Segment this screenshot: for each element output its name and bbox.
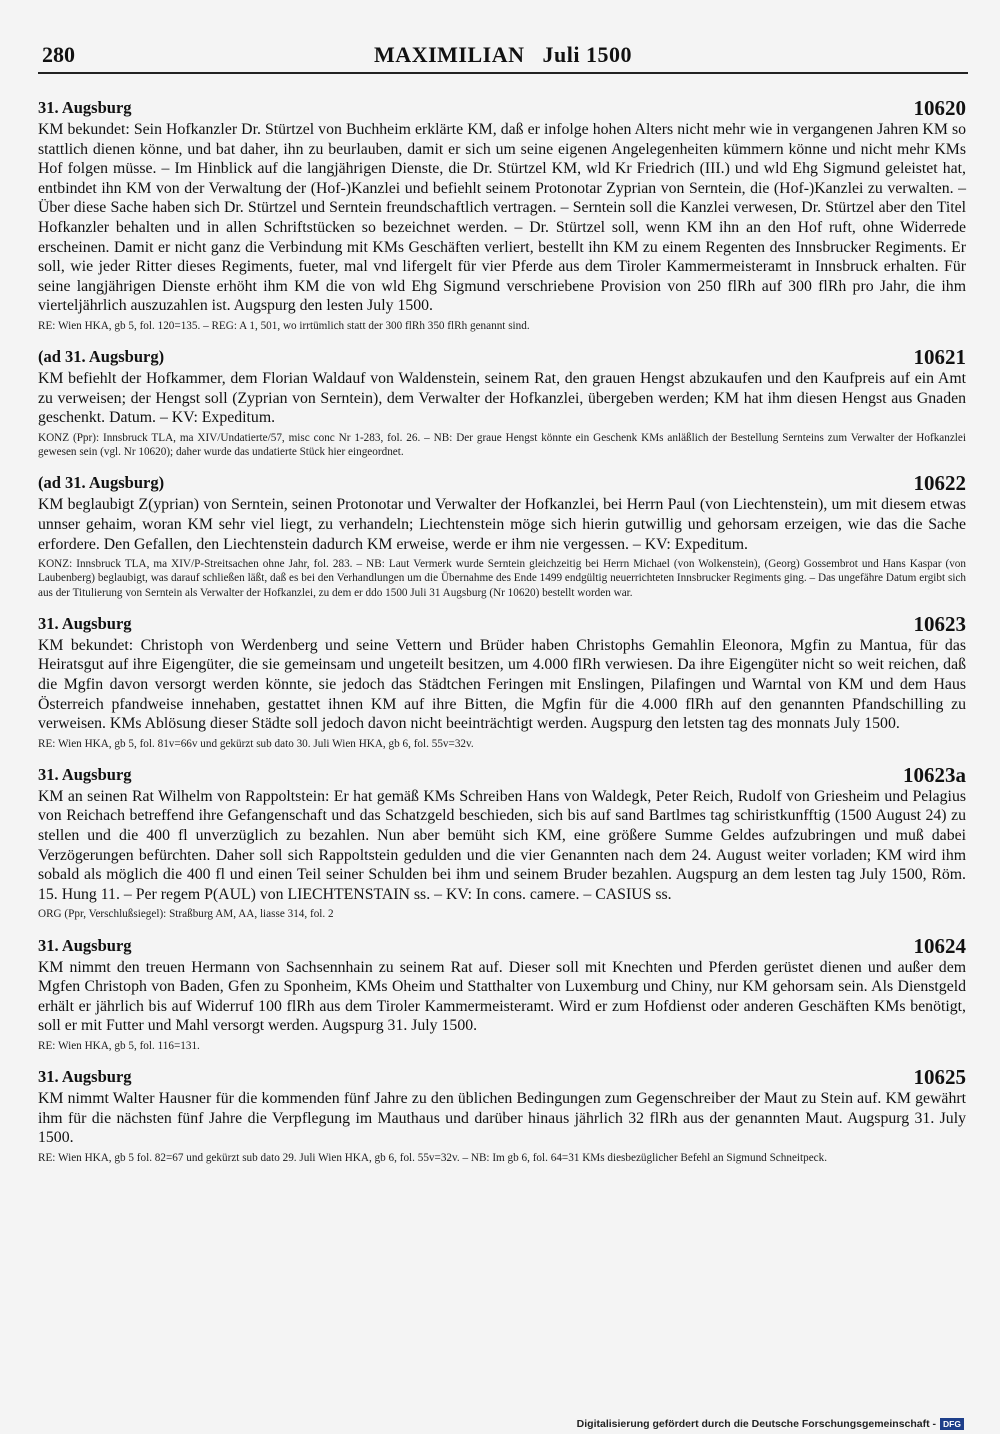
entry-body: KM nimmt Walter Hausner für die kommenden fünf Jahre zu den üblichen Bedingungen zum Gegenschreiber der Maut zu Stein auf. KM gewährt ihm für die nächsten fünf Jahre die Verpflegung im Mauthaus und darüber hinaus jährlich 32 flRh aus der genannten Maut. Augspurg 31. July 1500. xyxy=(38,1090,966,1147)
entry-body: KM beglaubigt Z(yprian) von Serntein, seinen Protonotar und Verwalter der Hofkanzlei, bei Herrn Paul (von Liechtenstein), um mit diesem etwas unnser gehaim, woran KM sehr viel liegt, zu verhandeln; Liechtenstein möge sich hierin gutwillig und gehorsam erzeigen, wie das die Sache erfordere. Den Gefallen, den Liechtenstein dadurch KM erweise, werde er ihm nie vergessen. – KV: Expeditum. xyxy=(38,496,966,553)
funding-footer xyxy=(577,1416,964,1432)
entry-body: KM bekundet: Sein Hofkanzler Dr. Stürtzel von Buchheim erklärte KM, daß er infolge hohen Alters nicht mehr wie in vergangenen Jahren KM so stattlich dienen könne, und bat daher, ihn zu beurlauben, damit er sich um seine eigenen Angelegenheiten kümmern könne und nicht mehr KMs Hof folgen müsse. – Im Hinblick auf die langjährigen Dienste, die Dr. Stürtzel KM, wld Kr Friedrich (III.) und wld Ehg Sigmund geleistet hat, entbindet ihn KM von der Verwaltung der (Hof-)Kanzlei und befiehlt seinem Protonotar Zyprian von Serntein, die (Hof-)Kanzlei zu verwalten. – Über diese Sache haben sich Dr. Stürtzel und Serntein freundschaftlich vertragen. – Serntein soll die Kanzlei verwesen, Dr. Stürtzel aber den Titel Hofkanzler behalten und in allen Schriftstücken so bezeichnet werden. – Dr. Stürtzel soll, wenn KM ihn an den Hof ruft, ohne Widerrede erscheinen. Damit er nicht ganz die Verbindung mit KMs Geschäften verliert, bestellt ihn KM zu einem Regenten des Innsbrucker Regiments. Er soll, wie jeder Ritter dieses Regiments, fueter, mal vnd lifergelt für vier Pferde aus dem Tiroler Kammermeisteramt in Innsbruck erhalten. Für seine langjährigen Dienste erhöht ihm KM die von wld Ehg Sigmund verschriebene Provision von 250 flRh auf 300 flRh pro Jahr, die ihm vierteljährlich auszuzahlen ist. Augspurg den lesten July 1500. xyxy=(38,121,966,315)
entry-heading xyxy=(38,612,966,636)
entry-number: 10621 xyxy=(913,345,966,370)
entry-number: 10620 xyxy=(913,96,966,120)
entry-body: KM bekundet: Christoph von Werdenberg und seine Vettern und Brüder haben Christophs Gemahlin Eleonora, Mgfin zu Mantua, für das Heiratsgut auf ihre Eigengüter, die sie gemeinsam und ungeteilt besitzen, um 4.000 flRh verwiesen. Da ihre Eigengüter nicht so weit reichen, daß die Mgfin davon versorgt werden könnte, sie jedoch das Städtchen Feringen mit Enslingen, Pilafingen und Warntal von KM und dem Haus Österreich pfandweise innehaben, gestattet ihnen KM auf ihre Bitten, die Mgfin für die 4.000 flRh auf den genannten Pfandschilling zu verweisen. KMs Ablösung dieser Städte soll jedoch davon nicht beeinträchtigt werden. Augspurg den letsten tag des monnats July 1500. xyxy=(38,636,966,733)
entry-place: 31. Augsburg xyxy=(38,1067,132,1087)
entry-number: 10623a xyxy=(903,762,966,787)
entry-10624 xyxy=(38,934,966,1054)
entry-heading xyxy=(38,1065,966,1089)
running-title: MAXIMILIAN Juli 1500 xyxy=(374,42,632,67)
entry-body: KM befiehlt der Hofkammer, dem Florian Waldauf von Waldenstein, seinem Rat, den grauen Hengst abzukaufen und den Kaufpreis auf ein Amt zu verweisen; der Hengst soll (Zyprian von Serntein), dem Verwalter der Hofkanzlei, übergeben werden; KM hat ihm diesen Hengst aus Gnaden geschenkt. Datum. – KV: Expeditum. xyxy=(38,370,966,427)
entry-place: (ad 31. Augsburg) xyxy=(38,347,165,367)
entry-number: 10623 xyxy=(913,611,966,636)
entry-10623a xyxy=(38,763,966,922)
entry-10621 xyxy=(38,345,966,459)
entry-10620 xyxy=(38,96,966,333)
entry-number: 10624 xyxy=(913,933,966,958)
entry-note: RE: Wien HKA, gb 5, fol. 116=131. xyxy=(38,1040,200,1053)
footer-text: Digitalisierung gefördert durch die Deutsche Forschungsgemeinschaft - xyxy=(576,1418,937,1430)
dfg-logo: DFG xyxy=(940,1418,964,1430)
entry-place: 31. Augsburg xyxy=(38,935,132,955)
header-rule xyxy=(38,72,968,74)
entry-body: KM an seinen Rat Wilhelm von Rappoltstein: Er hat gemäß KMs Schreiben Hans von Waldegk, Peter Reich, Rudolf von Griesheim und Pelagius von Reichach betreffend ihre Gefangenschaft und das Schatzgeld beschieden, sich bis auf sand Bartlmes tag schiristkunfftig (1500 August 24) zu stellen und die 400 fl unverzüglich zu bezahlen. Nun aber bemüht sich KM, eine größere Summe Geldes aufzubringen und muß dabei Verzögerungen befürchten. Daher soll sich Rappoltstein gedulden und die vier Genannten nach dem 24. August weiter vorladen; KM wird ihm sobald als möglich die 400 fl und einen Teil seiner Schulden bei ihm und seinem Bruder bezahlen. Augspurg an dem lesten tag July 1500, Röm. 15. Hung 11. – Per regem P(AUL) von LIECHTENSTAIN ss. – KV: In cons. camere. – CASIUS ss. xyxy=(38,787,966,903)
entry-10625 xyxy=(38,1065,966,1165)
entry-heading xyxy=(38,471,966,495)
entry-heading xyxy=(38,763,966,787)
entry-note: KONZ: Innsbruck TLA, ma XIV/P-Streitsachen ohne Jahr, fol. 283. – NB: Laut Vermerk wurde Serntein gleichzeitig bei Herrn Michael (von Wolkenstein), (Georg) Gossembrot und Hans Kaspar (von Laubenberg) beglaubigt, was darauf schließen läßt, daß es bei den Verhandlungen um die Übernahme des Ende 1499 endgültig neuerrichteten Innsbrucker Regiments ging. – Das ungefähre Datum ergibt sich aus der Titulierung von Serntein als Verwalter der Hofkanzlei, zu dem er ddo 1500 Juli 31 Augsburg (Nr 10620) bestellt worden war. xyxy=(38,558,966,599)
entry-note: RE: Wien HKA, gb 5 fol. 82=67 und gekürzt sub dato 29. Juli Wien HKA, gb 6, fol. 55v=32v. – NB: Im gb 6, fol. 64=31 KMs diesbezüglicher Befehl an Sigmund Schneitpeck. xyxy=(38,1152,828,1165)
entry-note: KONZ (Ppr): Innsbruck TLA, ma XIV/Undatierte/57, misc conc Nr 1-283, fol. 26. – NB: Der graue Hengst könnte ein Geschenk KMs anläßlich der Bestellung Sernteins zum Verwalter der Hofkanzlei gewesen sein (vgl. Nr 10620); daher wurde das undatierte Stück hier eingeordnet. xyxy=(38,431,966,459)
entry-body: KM nimmt den treuen Hermann von Sachsennhain zu seinem Rat auf. Dieser soll mit Knechten und Pferden gerüstet dienen und außer dem Mgfen Christoph von Baden, Gfen zu Sponheim, KMs Oheim und Statthalter von Luxemburg und Chiny, nur KM gehorsam sein. Als Dienstgeld erhält er jährlich bis auf Widerruf 100 flRh aus dem Tiroler Kammermeisteramt. Wird er zum Hofdienst oder anderen Geschäften KMs benötigt, soll er mit Futter und Mahl versorgt werden. Augspurg 31. July 1500. xyxy=(38,958,966,1035)
entry-note: RE: Wien HKA, gb 5, fol. 81v=66v und gekürzt sub dato 30. Juli Wien HKA, gb 6, fol. 55v=32v. xyxy=(38,737,474,750)
running-head xyxy=(38,40,968,76)
entry-heading xyxy=(38,96,966,120)
entry-10623 xyxy=(38,612,966,751)
entry-heading xyxy=(38,934,966,958)
entry-place: 31. Augsburg xyxy=(38,98,132,117)
page-number: 280 xyxy=(42,42,75,67)
entry-number: 10622 xyxy=(913,471,966,496)
entries-list xyxy=(38,96,966,1177)
entry-note: ORG (Ppr, Verschlußsiegel): Straßburg AM, AA, liasse 314, fol. 2 xyxy=(38,908,334,921)
entry-place: (ad 31. Augsburg) xyxy=(38,473,165,493)
entry-place: 31. Augsburg xyxy=(38,764,132,784)
entry-number: 10625 xyxy=(913,1065,966,1090)
entry-heading xyxy=(38,345,966,369)
entry-note: RE: Wien HKA, gb 5, fol. 120=135. – REG: A 1, 501, wo irrtümlich statt der 300 flRh 350 flRh genannt sind. xyxy=(38,319,530,332)
entry-10622 xyxy=(38,471,966,599)
entry-place: 31. Augsburg xyxy=(38,613,132,633)
